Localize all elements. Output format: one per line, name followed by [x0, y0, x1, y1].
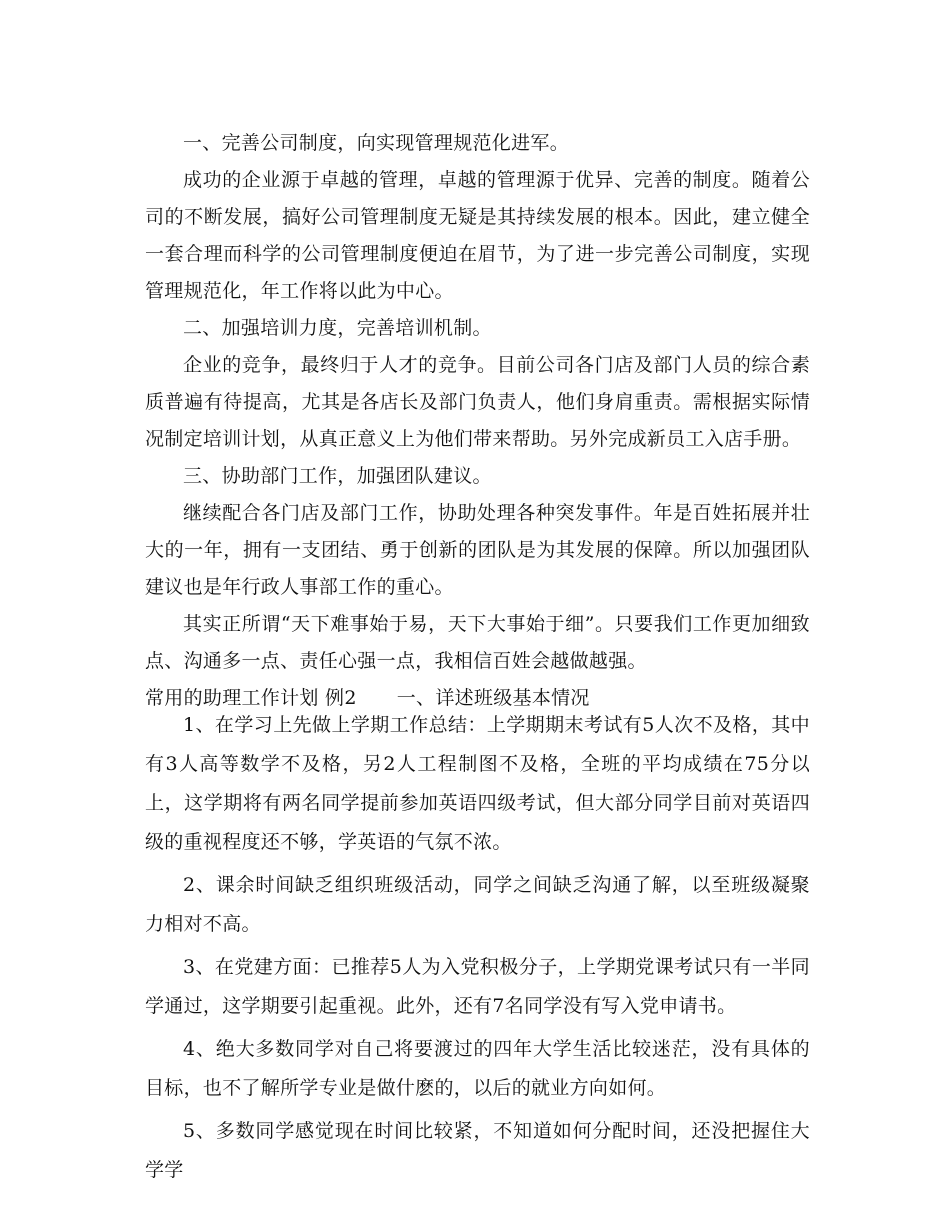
- section3-paragraph: 继续配合各门店及部门工作，协助处理各种突发事件。年是百姓拓展并壮大的一年，拥有一支团结、勇于创新的团队是为其发展的保障。所以加强团队建议也是年行政人事部工作的重心。: [145, 502, 810, 598]
- document-body-part2: [145, 706, 810, 1190]
- section3-heading: 三、协助部门工作，加强团队建议。: [183, 465, 492, 487]
- list-item: 1、在学习上先做上学期工作总结：上学期期末考试有5人次不及格，其中有3人高等数学不及格，另2人工程制图不及格，全班的平均成绩在75分以上，这学期将有两名同学提前参加英语四级考试，但大部分同学目前对英语四级的重视程度还不够，学英语的气氛不浓。: [145, 714, 810, 853]
- closing-paragraph: 其实正所谓“天下难事始于易，天下大事始于细”。只要我们工作更加细致点、沟通多一点、责任心强一点，我相信百姓会越做越强。: [145, 613, 810, 672]
- example2-title: 常用的助理工作计划 例2: [145, 687, 357, 709]
- section1-paragraph: 成功的企业源于卓越的管理，卓越的管理源于优异、完善的制度。随着公司的不断发展，搞好公司管理制度无疑是其持续发展的根本。因此，建立健全一套合理而科学的公司管理制度便迫在眉节，为了进一步完善公司制度，实现管理规范化，年工作将以此为中心。: [145, 169, 810, 302]
- list-item: 2、课余时间缺乏组织班级活动，同学之间缺乏沟通了解，以至班级凝聚力相对不高。: [145, 874, 810, 935]
- section1-heading: 一、完善公司制度，向实现管理规范化进军。: [183, 132, 570, 154]
- list-item: 5、多数同学感觉现在时间比较紧，不知道如何分配时间，还没把握住大学学: [145, 1120, 810, 1181]
- section2-paragraph: 企业的竞争，最终归于人才的竞争。目前公司各门店及部门人员的综合素质普遍有待提高，尤其是各店长及部门负责人，他们身肩重责。需根据实际情况制定培训计划，从真正意义上为他们带来帮助。另外完成新员工入店手册。: [145, 354, 810, 450]
- list-item: 4、绝大多数同学对自己将要渡过的四年大学生活比较迷茫，没有具体的目标，也不了解所学专业是做什麽的，以后的就业方向如何。: [145, 1038, 810, 1099]
- example2-subheading: 一、详述班级基本情况: [396, 687, 590, 709]
- section2-heading: 二、加强培训力度，完善培训机制。: [183, 317, 492, 339]
- list-item: 3、在党建方面：已推荐5人为入党积极分子，上学期党课考试只有一半同学通过，这学期要引起重视。此外，还有7名同学没有写入党申请书。: [145, 956, 810, 1017]
- document-body-part1: [145, 125, 810, 717]
